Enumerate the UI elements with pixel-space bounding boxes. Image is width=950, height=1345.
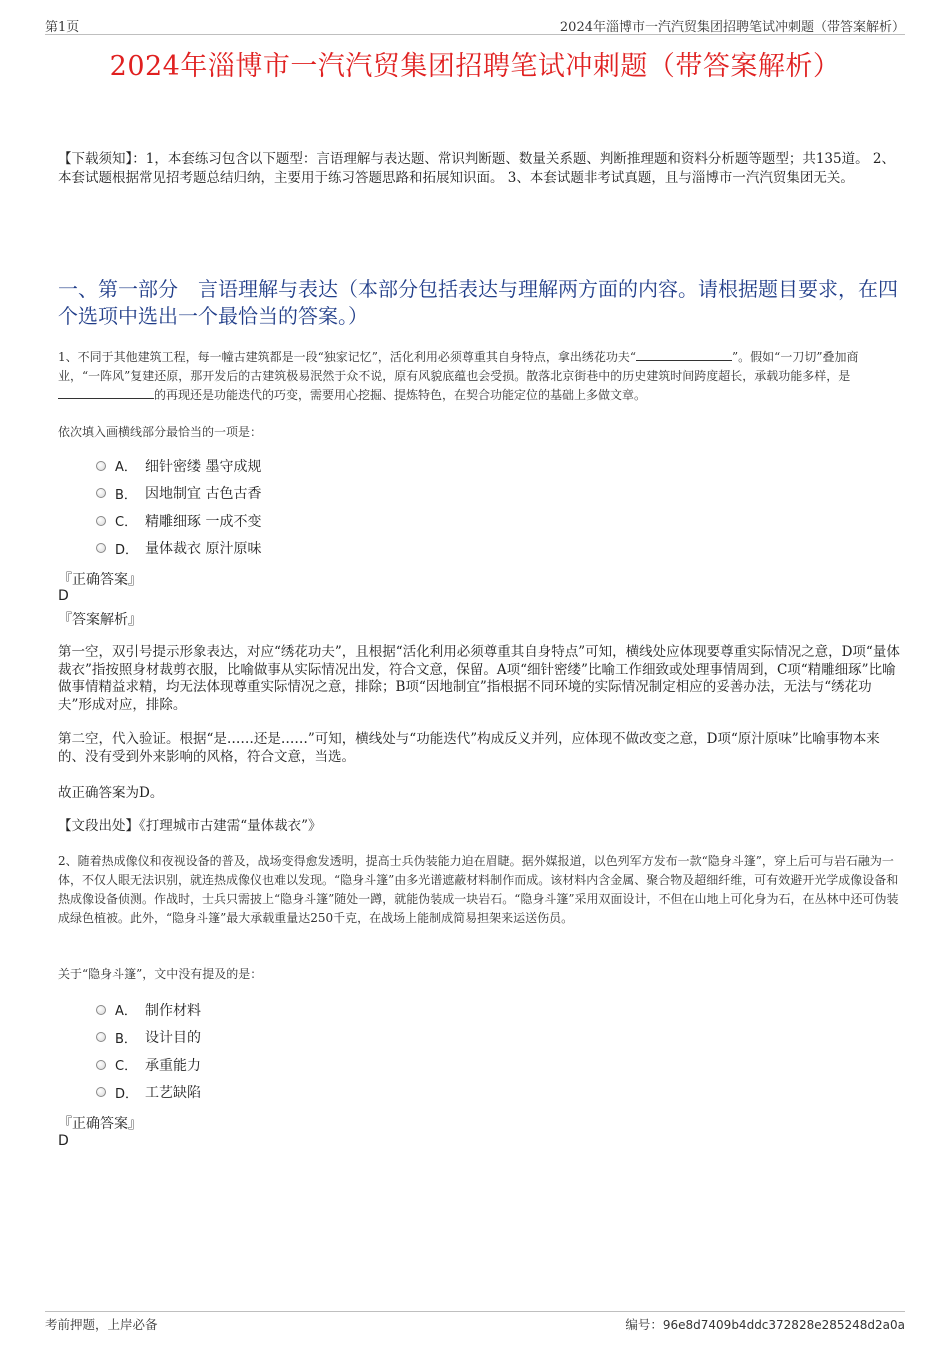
question-1-prompt: 依次填入画横线部分最恰当的一项是： xyxy=(58,425,263,439)
radio-icon[interactable] xyxy=(96,488,106,498)
option-b[interactable] xyxy=(96,1024,696,1052)
option-text: 制作材料 xyxy=(145,1002,201,1019)
radio-icon[interactable] xyxy=(96,543,106,553)
option-letter: B． xyxy=(115,1031,137,1047)
answer-value: D xyxy=(58,1133,69,1149)
option-letter: C． xyxy=(115,515,138,531)
blank-2 xyxy=(58,388,154,399)
option-letter: B． xyxy=(115,487,137,503)
page-footer xyxy=(45,1311,905,1332)
blank-1 xyxy=(636,350,732,361)
option-d[interactable] xyxy=(96,1079,696,1107)
question-1-text-a: 1、不同于其他建筑工程，每一幢古建筑都是一段“独家记忆”，活化利用必须尊重其自身特点，拿出绣花功夫“ xyxy=(58,350,637,364)
option-d[interactable] xyxy=(96,535,696,563)
option-letter: A． xyxy=(115,460,137,476)
document-code xyxy=(625,1315,905,1333)
option-letter: D． xyxy=(115,542,139,558)
analysis-paragraph-1: 第一空，双引号提示形象表达，对应“绣花功夫”，且根据“活化利用必须尊重其自身特点”可知，横线处应体现要尊重实际情况之意，D项“量体裁衣”指按照身材裁剪衣服，比喻做事从实际情况出发，符合文意，保留。A项“细针密缕”比喻工作细致或处理事情周到，C项“精雕细琢”比喻做事情精益求精，均无法体现尊重实际情况之意，排除；B项“因地制宜”指根据不同环境的实际情况制定相应的妥善办法，无法与“绣花功夫”形成对应，排除。 xyxy=(58,644,900,713)
option-text: 因地制宜 古色古香 xyxy=(145,486,262,503)
radio-icon[interactable] xyxy=(96,461,106,471)
answer-value: D xyxy=(58,588,69,604)
page-header xyxy=(45,14,905,35)
code-label: 编号： xyxy=(625,1317,663,1332)
option-text: 精雕细琢 一成不变 xyxy=(145,513,262,530)
question-2-options xyxy=(96,996,696,1106)
radio-icon[interactable] xyxy=(96,516,106,526)
question-2-prompt: 关于“隐身斗篷”，文中没有提及的是： xyxy=(58,967,263,981)
code-value: 96e8d7409b4ddc372828e285248d2a0a xyxy=(662,1318,905,1332)
header-doc-title: 2024年淄博市一汽汽贸集团招聘笔试冲刺题（带答案解析） xyxy=(559,20,905,35)
option-letter: A． xyxy=(115,1004,137,1020)
option-a[interactable] xyxy=(96,452,696,480)
answer-label: 『正确答案』 xyxy=(58,1116,142,1132)
analysis-conclusion: 故正确答案为D。 xyxy=(58,785,164,801)
question-2-text: 2、随着热成像仪和夜视设备的普及，战场变得愈发透明，提高士兵伪装能力迫在眉睫。据外媒报道，以色列军方发布一款“隐身斗篷”，穿上后可与岩石融为一体，不仅人眼无法识别，就连热成像仪也难以发现。“隐身斗篷”由多光谱遮蔽材料制作而成。该材料内含金属、聚合物及超细纤维，可有效避开光学成像设备和热成像设备侦测。作战时，士兵只需披上“隐身斗篷”随处一蹲，就能伪装成一块岩石。“隐身斗篷”采用双面设计，不但在山地上可化身为石，在丛林中还可伪装成绿色植被。此外，“隐身斗篷”最大承载重量达250千克，在战场上能制成简易担架来运送伤员。 xyxy=(58,854,899,925)
radio-icon[interactable] xyxy=(96,1060,106,1070)
radio-icon[interactable] xyxy=(96,1087,106,1097)
page-number: 第1页 xyxy=(45,20,80,35)
option-letter: C． xyxy=(115,1059,138,1075)
answer-label: 『正确答案』 xyxy=(58,572,142,588)
analysis-paragraph-2: 第二空，代入验证。根据“是……还是……”可知，横线处与“功能迭代”构成反义并列，应体现不做改变之意，D项“原汁原味”比喻事物本来的、没有受到外来影响的风格，符合文意，当选。 xyxy=(58,731,880,765)
footer-slogan: 考前押题，上岸必备 xyxy=(45,1317,158,1332)
source-citation: 【文段出处】《打理城市古建需“量体裁衣”》 xyxy=(58,818,322,834)
option-letter: D． xyxy=(115,1086,139,1102)
option-c[interactable] xyxy=(96,507,696,535)
download-notice: 【下载须知】：1，本套练习包含以下题型：言语理解与表达题、常识判断题、数量关系题、判断推理题和资料分析题等题型；共135道。 2、本套试题根据常见招考题总结归纳，主要用于练习答题思路和拓展知识面。 3、本套试题非考试真题，且与淄博市一汽汽贸集团无关。 xyxy=(58,151,895,186)
option-a[interactable] xyxy=(96,996,696,1024)
radio-icon[interactable] xyxy=(96,1032,106,1042)
page-title: 2024年淄博市一汽汽贸集团招聘笔试冲刺题（带答案解析） xyxy=(109,51,841,82)
question-1-text-b: ”。假如“一刀切”叠加商业，“一阵风”复建还原，那开发后的古建筑极易泯然于众不说，原有风貌底蕴也会受损。散落北京街巷中的历史建筑时间跨度超长，承载功能多样，是 xyxy=(58,350,859,383)
analysis-label: 『答案解析』 xyxy=(58,612,142,628)
option-text: 工艺缺陷 xyxy=(145,1085,201,1102)
option-text: 设计目的 xyxy=(145,1030,201,1047)
option-text: 承重能力 xyxy=(145,1057,201,1074)
question-1-options xyxy=(96,452,696,562)
option-c[interactable] xyxy=(96,1051,696,1079)
option-text: 量体裁衣 原汁原味 xyxy=(145,541,262,558)
radio-icon[interactable] xyxy=(96,1005,106,1015)
option-text: 细针密缕 墨守成规 xyxy=(145,458,262,475)
section-heading: 一、第一部分 言语理解与表达（本部分包括表达与理解两方面的内容。请根据题目要求，在四个选项中选出一个最恰当的答案。） xyxy=(58,277,898,328)
question-1-text-c: 的再现还是功能迭代的巧变，需要用心挖掘、提炼特色，在契合功能定位的基础上多做文章。 xyxy=(154,388,647,402)
question-1-text xyxy=(58,348,900,405)
option-b[interactable] xyxy=(96,480,696,508)
